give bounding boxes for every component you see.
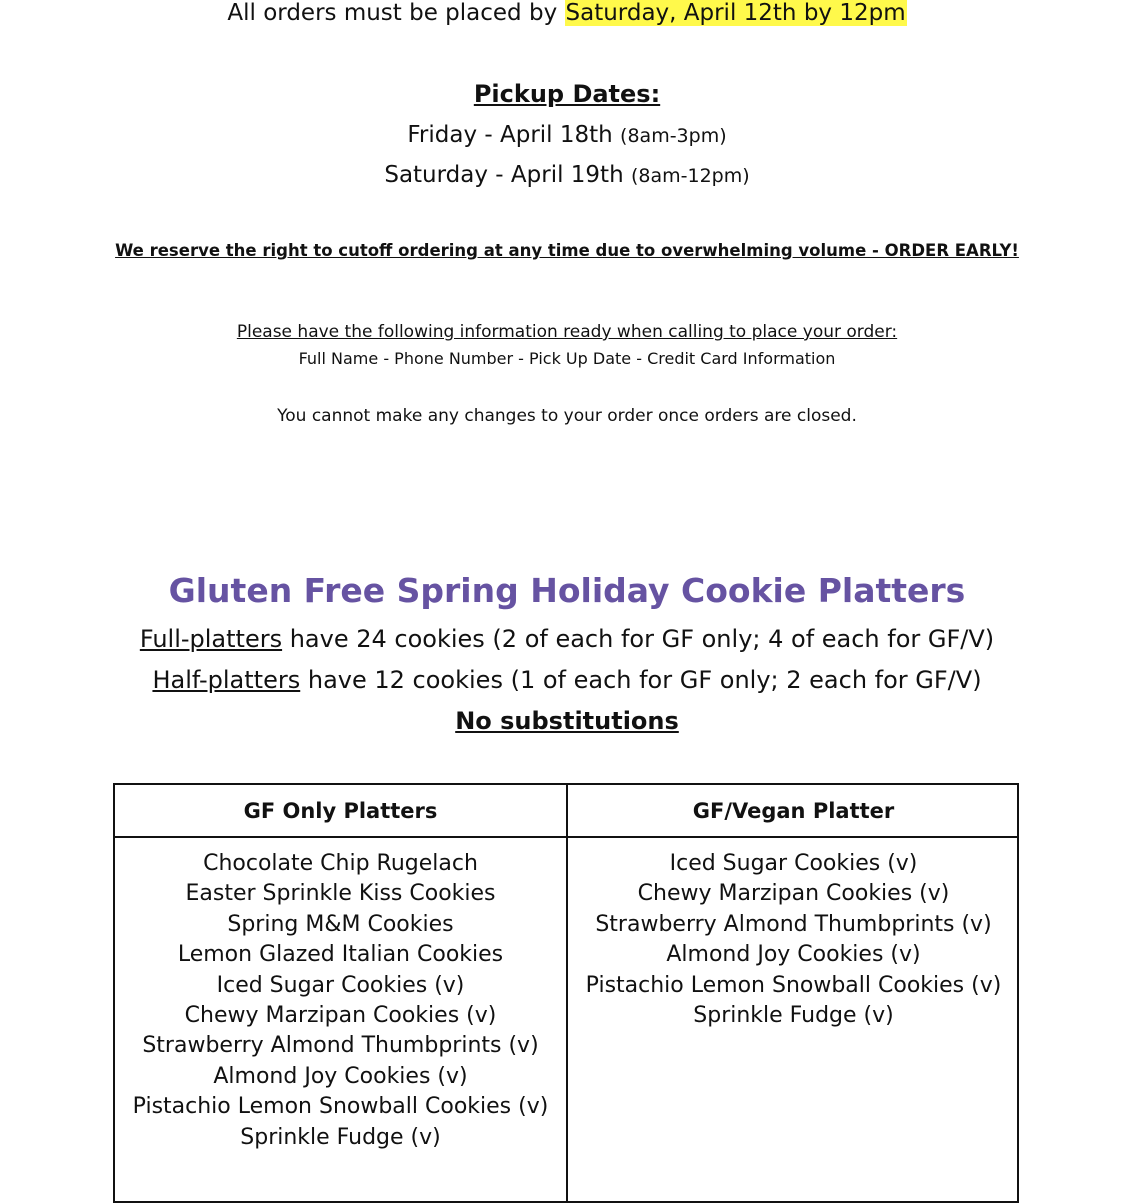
pickup-hours: (8am-12pm) <box>630 165 750 187</box>
pickup-date-friday <box>0 118 1134 153</box>
full-platter-text: have 24 cookies (2 of each for GF only; 4 of each for GF/V) <box>282 625 995 653</box>
cookie-list-item: Almond Joy Cookies (v) <box>213 1063 468 1089</box>
table-header-gf-vegan: GF/Vegan Platter <box>692 799 895 823</box>
full-platter-label: Full-platters <box>139 625 283 653</box>
gf-only-list <box>115 849 566 1153</box>
order-info-fields: Full Name - Phone Number - Pick Up Date - Credit Card Information <box>298 349 836 368</box>
cookie-list-item: Lemon Glazed Italian Cookies <box>177 942 504 968</box>
gf-vegan-list <box>568 849 1019 1031</box>
table-header-divider <box>115 836 1017 838</box>
no-substitutions: No substitutions <box>455 707 679 735</box>
order-info-heading: Please have the following information ready when calling to place your order: <box>236 322 898 342</box>
cookie-list-item: Strawberry Almond Thumbprints (v) <box>595 911 992 937</box>
cookie-list-item: Iced Sugar Cookies (v) <box>216 972 465 998</box>
cookie-list-item: Sprinkle Fudge (v) <box>693 1003 894 1029</box>
half-platter-label: Half-platters <box>152 666 301 694</box>
pickup-day: Friday - April 18th <box>407 122 621 148</box>
cookie-list-item: Chewy Marzipan Cookies (v) <box>184 1003 497 1029</box>
pickup-hours: (8am-3pm) <box>620 125 727 147</box>
cookie-list-item: Sprinkle Fudge (v) <box>240 1124 441 1150</box>
cutoff-notice: We reserve the right to cutoff ordering at any time due to overwhelming volume - ORDER EARLY! <box>115 241 1019 260</box>
half-platter-description <box>0 662 1134 698</box>
cookie-list-item: Easter Sprinkle Kiss Cookies <box>185 881 496 907</box>
cookie-list-item: Pistachio Lemon Snowball Cookies (v) <box>585 972 1002 998</box>
order-changes-note: You cannot make any changes to your order once orders are closed. <box>277 406 857 426</box>
half-platter-text: have 12 cookies (1 of each for GF only; 2 each for GF/V) <box>300 666 982 694</box>
pickup-date-saturday <box>0 158 1134 193</box>
order-deadline <box>0 0 1134 34</box>
cookie-list-item: Chocolate Chip Rugelach <box>203 851 478 876</box>
platters-title: Gluten Free Spring Holiday Cookie Platters <box>168 571 966 610</box>
order-deadline-date: Saturday, April 12th by 12pm <box>565 0 906 26</box>
platter-table <box>113 783 1019 1203</box>
cookie-list-item: Pistachio Lemon Snowball Cookies (v) <box>132 1094 549 1120</box>
cookie-list-item: Spring M&M Cookies <box>227 911 454 937</box>
cookie-list-item: Almond Joy Cookies (v) <box>666 942 921 968</box>
order-deadline-prefix: All orders must be placed by <box>227 0 565 26</box>
table-header-gf-only: GF Only Platters <box>243 799 438 823</box>
cookie-list-item: Strawberry Almond Thumbprints (v) <box>142 1033 539 1059</box>
pickup-day: Saturday - April 19th <box>384 162 631 188</box>
full-platter-description <box>0 621 1134 657</box>
cookie-list-item: Iced Sugar Cookies (v) <box>669 851 918 876</box>
pickup-heading: Pickup Dates: <box>473 80 661 108</box>
cookie-list-item: Chewy Marzipan Cookies (v) <box>637 881 950 907</box>
